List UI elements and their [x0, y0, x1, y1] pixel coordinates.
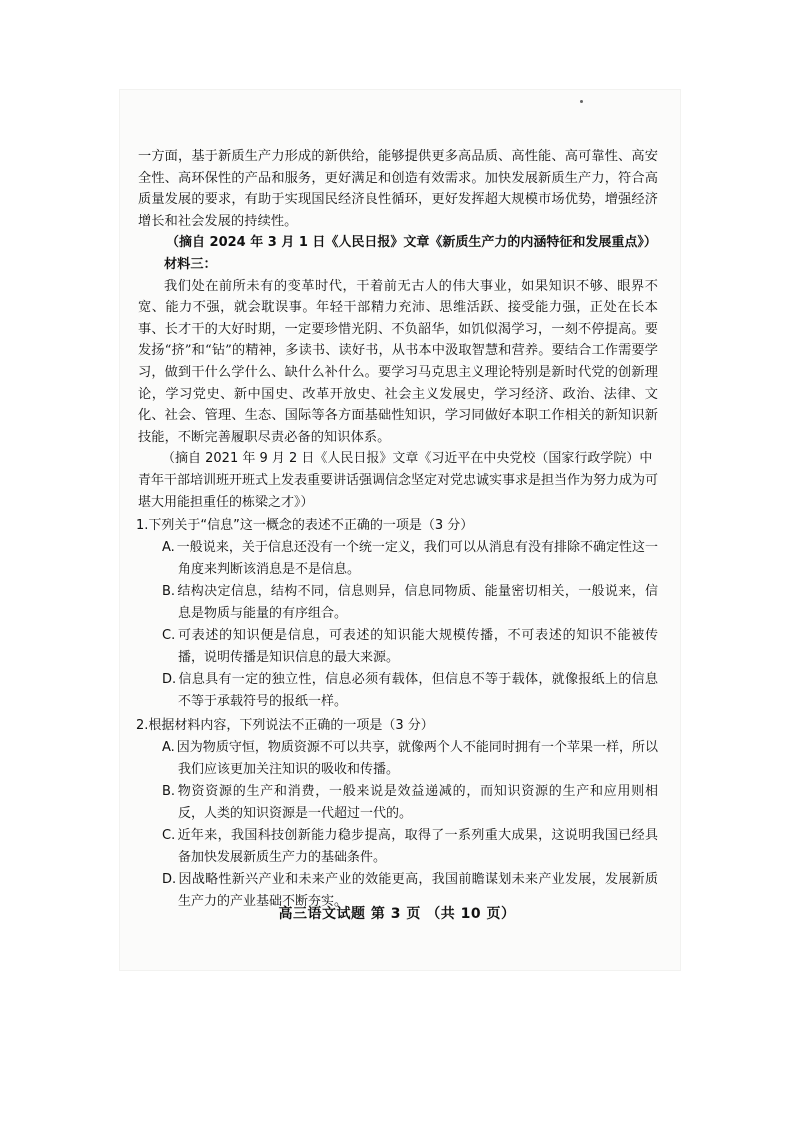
page-footer: 高三语文试题 第 3 页 （共 10 页）: [278, 906, 516, 922]
option-text: 近年来，我国科技创新能力稳步提高，取得了一系列重大成果，这说明我国已经具备加快发展新质生产力的基础条件。: [177, 828, 658, 866]
question-1-option-b: [138, 581, 658, 625]
option-letter: B.: [162, 584, 176, 600]
question-1-option-c: [138, 625, 658, 669]
question-2-option-c: [138, 825, 658, 869]
scan-speck: [580, 100, 583, 103]
question-2-stem: 2.根据材料内容，下列说法不正确的一项是（3 分）: [136, 718, 434, 734]
question-1-option-d: [138, 669, 658, 713]
option-text: 可表述的知识便是信息，可表述的知识能大规模传播，不可表述的知识不能被传播，说明传播是知识信息的最大来源。: [177, 628, 658, 666]
option-letter: A.: [162, 740, 175, 756]
material-two-tail-paragraph: 一方面，基于新质生产力形成的新供给，能够提供更多高品质、高性能、高可靠性、高安全性、高环保性的产品和服务，更好满足和创造有效需求。加快发展新质生产力，符合高质量发展的要求，有助于实现国民经济良性循环，更好发挥超大规模市场优势，增强经济增长和社会发展的持续性。: [138, 149, 658, 229]
option-letter: B.: [162, 784, 176, 800]
material-two-source: （摘自 2024 年 3 月 1 日《人民日报》文章《新质生产力的内涵特征和发展重点》）: [166, 235, 657, 251]
option-letter: D.: [162, 872, 177, 888]
question-1-option-a: [138, 537, 658, 581]
option-text: 信息具有一定的独立性，信息必须有载体，但信息不等于载体，就像报纸上的信息不等于承载符号的报纸一样。: [178, 672, 658, 710]
question-1: [138, 515, 658, 713]
material-three-source: （摘自 2021 年 9 月 2 日《人民日报》文章《习近平在中央党校（国家行政学院）中青年干部培训班开班式上发表重要讲话强调信念坚定对党忠诚实事求是担当作为努力成为可堪大用能担重任的栋梁之才》）: [138, 451, 659, 510]
option-text: 一般说来，关于信息还没有一个统一定义，我们可以从消息有没有排除不确定性这一角度来判断该消息是不是信息。: [176, 540, 658, 578]
option-text: 因战略性新兴产业和未来产业的效能更高，我国前瞻谋划未来产业发展，发展新质生产力的产业基础不断夯实。: [178, 872, 658, 910]
option-letter: A.: [162, 540, 175, 556]
material-three-heading: 材料三：: [164, 256, 217, 272]
option-letter: D.: [162, 672, 177, 688]
question-2: [138, 715, 658, 913]
option-text: 因为物质守恒，物质资源不可以共享，就像两个人不能同时拥有一个苹果一样，所以我们应该更加关注知识的吸收和传播。: [176, 740, 658, 778]
page-content: [138, 146, 658, 913]
material-three-paragraph: 我们处在前所未有的变革时代，干着前无古人的伟大事业，如果知识不够、眼界不宽、能力不强，就会耽误事。年轻干部精力充沛、思维活跃、接受能力强，正处在长本事、长才干的大好时期，一定要珍惜光阴、不负韶华，如饥似渴学习，一刻不停提高。要发扬“挤”和“钻”的精神，多读书、读好书，从书本中汲取智慧和营养。要结合工作需要学习，做到干什么学什么、缺什么补什么。要学习马克思主义理论特别是新时代党的创新理论，学习党史、新中国史、改革开放史、社会主义发展史，学习经济、政治、法律、文化、社会、管理、生态、国际等各方面基础性知识，学习同做好本职工作相关的新知识新技能，不断完善履职尽责必备的知识体系。: [138, 278, 658, 445]
question-1-stem: 1.下列关于“信息”这一概念的表述不正确的一项是（3 分）: [136, 518, 474, 534]
option-text: 物资资源的生产和消费，一般来说是效益递减的，而知识资源的生产和应用则相反，人类的知识资源是一代超过一代的。: [177, 784, 658, 822]
option-text: 结构决定信息，结构不同，信息则异，信息同物质、能量密切相关，一般说来，信息是物质与能量的有序组合。: [177, 584, 658, 622]
option-letter: C.: [162, 828, 176, 844]
option-letter: C.: [162, 628, 176, 644]
question-2-option-b: [138, 781, 658, 825]
question-2-option-a: [138, 737, 658, 781]
